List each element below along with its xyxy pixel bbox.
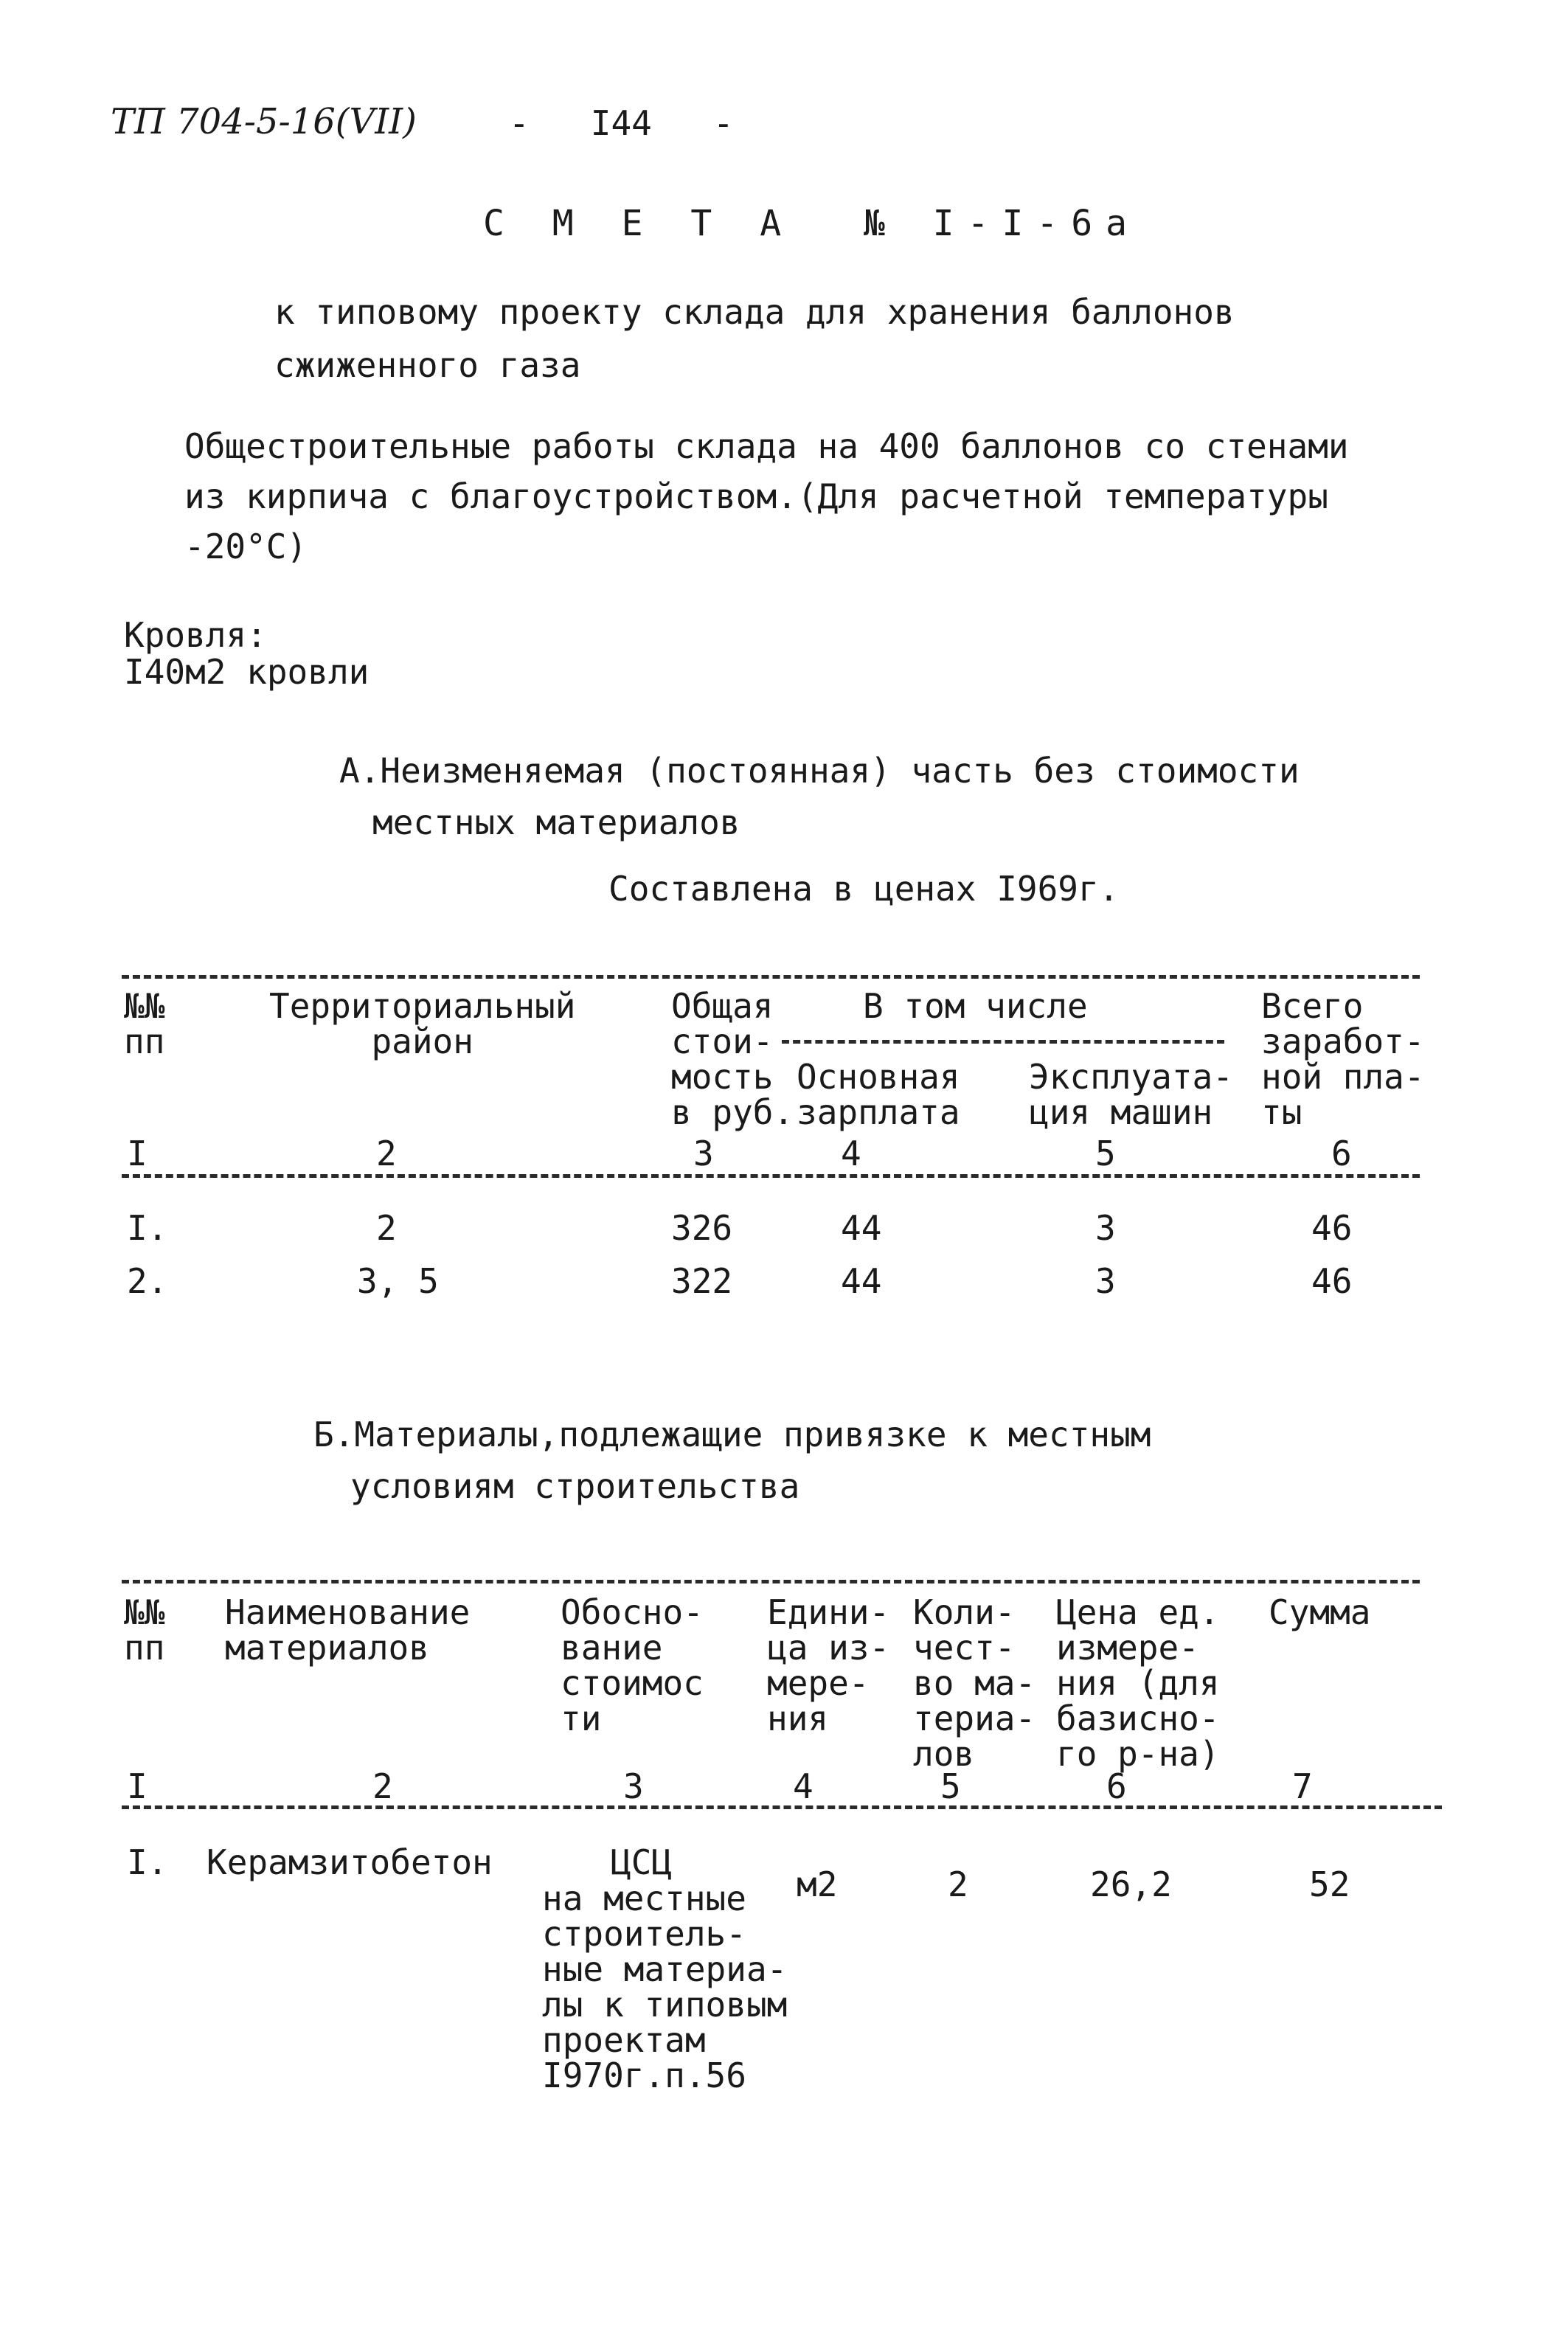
table-a-header-total-wages: Всего заработ- ной пла- ты <box>1261 986 1425 1132</box>
table-a-colnum-2: 2 <box>376 1134 397 1173</box>
table-b-row-1-num: I. <box>127 1842 168 1882</box>
table-b-row-1-price: 26,2 <box>1090 1864 1172 1904</box>
table-b-row-1-basis-text: на местные строитель- ные материа- лы к типовым проектам I970г.п.56 <box>542 1879 788 2095</box>
table-a-row-1-wages: 44 <box>841 1208 882 1248</box>
subtitle-line-2: сжиженного газа <box>274 345 581 385</box>
table-a-header-rule <box>122 1174 1420 1178</box>
table-a-colnum-3: 3 <box>693 1134 714 1173</box>
table-a-row-1-total: 326 <box>671 1208 733 1248</box>
table-a-row-1-total-wages: 46 <box>1311 1208 1353 1248</box>
table-b-top-rule <box>122 1580 1420 1583</box>
table-b-header-basis: Обосно- вание стоимос ти <box>561 1592 704 1738</box>
section-a-title-line-2: местных материалов <box>372 802 740 842</box>
table-b-colnum-5: 5 <box>940 1766 961 1806</box>
table-a-row-2-num: 2. <box>127 1261 168 1301</box>
table-b-row-1-unit: м2 <box>797 1864 838 1904</box>
page-number: - I44 - <box>509 103 734 143</box>
section-a-prices-note: Составлена в ценах I969г. <box>608 869 1120 909</box>
table-a-row-2-machines: 3 <box>1095 1261 1116 1301</box>
table-a-row-1-num: I. <box>127 1208 168 1248</box>
table-b-row-1-qty: 2 <box>948 1864 968 1904</box>
table-a-colnum-5: 5 <box>1095 1134 1116 1173</box>
description-line-2: из кирпича с благоустройством.(Для расчетной температуры <box>184 476 1328 516</box>
table-b-header-qty: Коли- чест- во ма- териа- лов <box>913 1592 1036 1774</box>
description-line-1: Общестроительные работы склада на 400 баллонов со стенами <box>184 426 1349 466</box>
table-a-row-2-wages: 44 <box>841 1261 882 1301</box>
table-a-row-1-machines: 3 <box>1095 1208 1116 1248</box>
table-a-header-machines: Эксплуата- ция машин <box>1029 1057 1233 1132</box>
table-a-colnum-6: 6 <box>1331 1134 1352 1173</box>
table-a-header-wages: Основная зарплата <box>797 1057 960 1132</box>
table-a-colnum-4: 4 <box>841 1134 861 1173</box>
table-b-header-num: №№ пп <box>124 1592 165 1668</box>
table-a-row-2-total-wages: 46 <box>1311 1261 1353 1301</box>
table-a-header-total: Общая стои- мость в руб. <box>671 986 794 1132</box>
table-a-row-2-region: 3, 5 <box>357 1261 439 1301</box>
table-b-colnum-3: 3 <box>623 1766 644 1806</box>
table-a-header-region: Территориальный район <box>269 986 576 1061</box>
section-b-title-line-2: условиям строительства <box>350 1466 800 1506</box>
table-a-header-including: В том числе <box>863 986 1088 1026</box>
section-b-title-line-1: Б.Материалы,подлежащие привязке к местным <box>313 1415 1151 1454</box>
page-title: С М Е Т А № I-I-6а <box>483 203 1141 244</box>
table-b-header-name: Наименование материалов <box>225 1592 471 1668</box>
document-code: ТП 704-5-16(VII) <box>111 101 417 142</box>
table-a-header-num: №№ пп <box>124 986 165 1061</box>
table-b-colnum-2: 2 <box>372 1766 393 1806</box>
table-b-header-price: Цена ед. измере- ния (для базисно- го р-на) <box>1056 1592 1220 1774</box>
table-b-colnum-4: 4 <box>793 1766 814 1806</box>
table-a-colnum-1: I <box>127 1134 148 1173</box>
roof-area: I40м2 кровли <box>124 652 370 692</box>
table-a-row-1-region: 2 <box>376 1208 397 1248</box>
table-b-row-1-name: Керамзитобетон <box>207 1842 493 1882</box>
table-a-top-rule <box>122 975 1420 979</box>
subtitle-line-1: к типовому проекту склада для хранения баллонов <box>274 292 1235 332</box>
table-b-colnum-7: 7 <box>1292 1766 1313 1806</box>
table-a-row-2-total: 322 <box>671 1261 733 1301</box>
description-line-3: -20°С) <box>184 527 308 566</box>
table-b-header-sum: Сумма <box>1269 1592 1371 1632</box>
table-b-colnum-1: I <box>127 1766 148 1806</box>
table-b-row-1-sum: 52 <box>1309 1864 1350 1904</box>
table-b-colnum-6: 6 <box>1106 1766 1127 1806</box>
table-b-row-1-basis-code: ЦСЦ <box>611 1842 673 1882</box>
table-b-header-unit: Едини- ца из- мере- ния <box>767 1592 890 1738</box>
table-b-header-rule <box>122 1805 1442 1809</box>
section-a-title-line-1: А.Неизменяемая (постоянная) часть без стоимости <box>339 751 1300 791</box>
table-a-including-rule <box>782 1040 1224 1044</box>
roof-label: Кровля: <box>124 615 267 655</box>
